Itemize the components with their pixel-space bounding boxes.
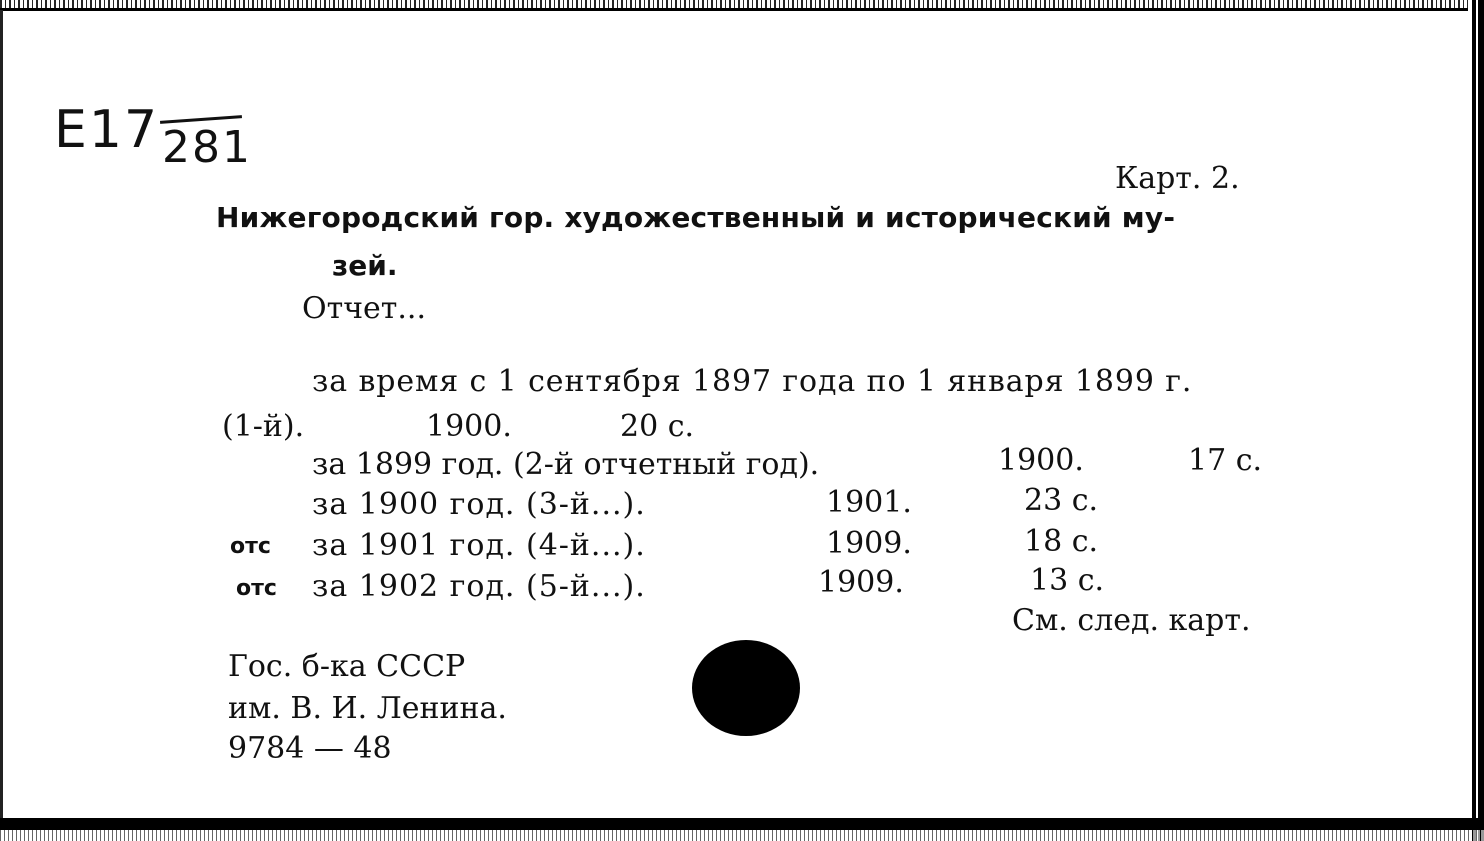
entry1-line1: за время с 1 сентября 1897 года по 1 января 1899 г.	[312, 364, 1193, 399]
row-pages: 18 с.	[1024, 524, 1099, 559]
scan-edge-top-line	[0, 8, 1484, 11]
title-line-2: зей.	[332, 249, 398, 282]
row-year: 1909.	[818, 565, 904, 600]
footer-line-3: 9784 — 48	[228, 731, 392, 766]
row-pages: 23 с.	[1024, 483, 1099, 518]
row-year: 1909.	[826, 526, 912, 561]
see-next: См. след. карт.	[1012, 603, 1251, 638]
title-line-1: Нижегородский гор. художественный и исторический му-	[216, 201, 1176, 234]
row-text: за 1900 год. (3-й...).	[312, 487, 646, 522]
entry1-pages: 20 с.	[620, 409, 695, 444]
entry1-part: (1-й).	[222, 409, 305, 444]
row-mark: отс	[236, 576, 277, 601]
row-mark: отс	[230, 534, 271, 559]
shelfmark-number: 281	[162, 122, 252, 173]
scan-edge-right	[1468, 0, 1484, 841]
footer-line-1: Гос. б-ка СССР	[228, 649, 466, 684]
punch-hole	[692, 640, 800, 736]
row-text: за 1901 год. (4-й...).	[312, 528, 646, 563]
scan-edge-bottom-texture	[0, 830, 1484, 841]
subtitle: Отчет...	[302, 291, 426, 326]
row-pages: 17 с.	[1188, 443, 1263, 478]
footer-line-2: им. В. И. Ленина.	[228, 691, 507, 726]
scan-edge-bottom	[0, 818, 1484, 830]
row-text: за 1899 год. (2-й отчетный год).	[312, 447, 820, 482]
row-year: 1901.	[826, 485, 912, 520]
shelfmark-prefix: E17	[54, 100, 160, 160]
row-text: за 1902 год. (5-й...).	[312, 569, 646, 604]
scan-edge-left	[0, 10, 3, 820]
card-number: Карт. 2.	[1115, 161, 1240, 196]
entry1-year: 1900.	[426, 409, 512, 444]
row-pages: 13 с.	[1030, 563, 1105, 598]
row-year: 1900.	[998, 443, 1084, 478]
